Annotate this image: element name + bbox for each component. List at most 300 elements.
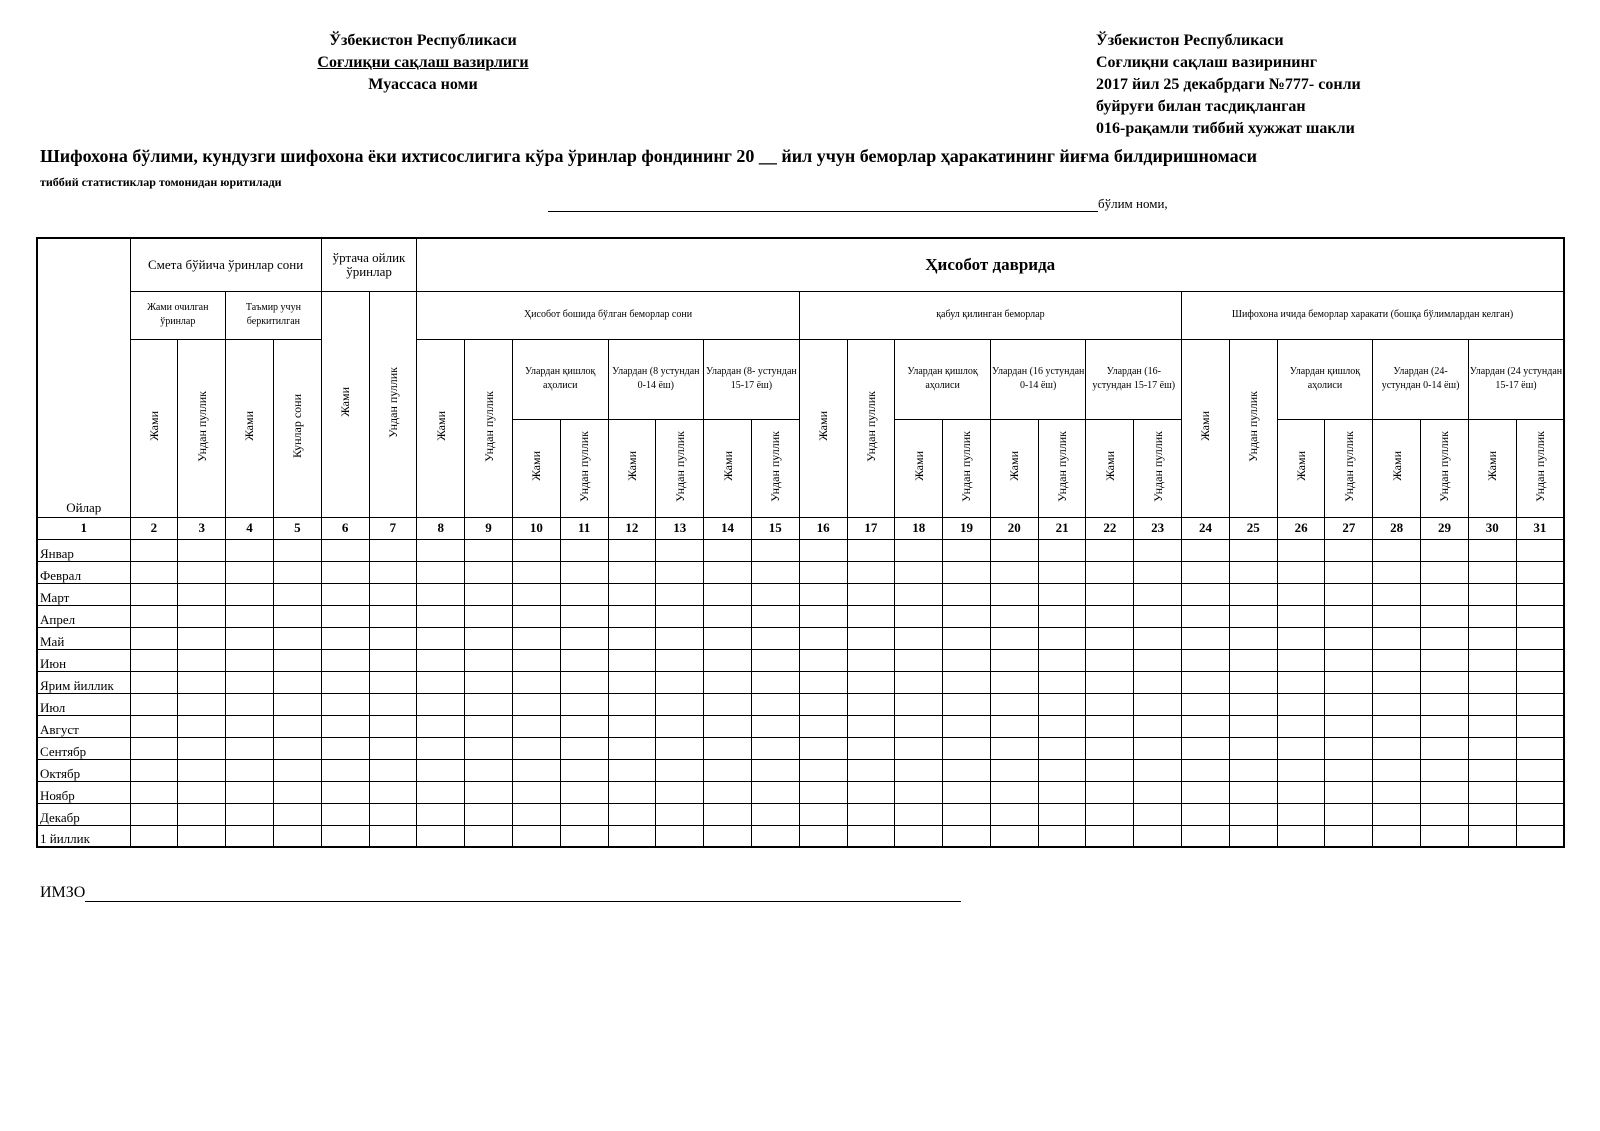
data-cell[interactable] bbox=[369, 825, 417, 847]
data-cell[interactable] bbox=[943, 825, 991, 847]
data-cell[interactable] bbox=[321, 539, 369, 561]
data-cell[interactable] bbox=[512, 825, 560, 847]
data-cell[interactable] bbox=[704, 825, 752, 847]
data-cell[interactable] bbox=[1325, 539, 1373, 561]
data-cell[interactable] bbox=[1038, 627, 1086, 649]
data-cell[interactable] bbox=[512, 737, 560, 759]
data-cell[interactable] bbox=[1325, 605, 1373, 627]
data-cell[interactable] bbox=[465, 605, 513, 627]
data-cell[interactable] bbox=[656, 781, 704, 803]
data-cell[interactable] bbox=[990, 803, 1038, 825]
data-cell[interactable] bbox=[990, 825, 1038, 847]
data-cell[interactable] bbox=[799, 759, 847, 781]
data-cell[interactable] bbox=[895, 605, 943, 627]
data-cell[interactable] bbox=[1229, 715, 1277, 737]
data-cell[interactable] bbox=[990, 561, 1038, 583]
data-cell[interactable] bbox=[656, 803, 704, 825]
data-cell[interactable] bbox=[178, 605, 226, 627]
data-cell[interactable] bbox=[1373, 671, 1421, 693]
data-cell[interactable] bbox=[226, 627, 274, 649]
data-cell[interactable] bbox=[1086, 649, 1134, 671]
data-cell[interactable] bbox=[369, 649, 417, 671]
data-cell[interactable] bbox=[1229, 561, 1277, 583]
data-cell[interactable] bbox=[1373, 649, 1421, 671]
data-cell[interactable] bbox=[799, 627, 847, 649]
data-cell[interactable] bbox=[1277, 605, 1325, 627]
data-cell[interactable] bbox=[943, 605, 991, 627]
data-cell[interactable] bbox=[226, 715, 274, 737]
data-cell[interactable] bbox=[130, 715, 178, 737]
data-cell[interactable] bbox=[1468, 583, 1516, 605]
data-cell[interactable] bbox=[847, 605, 895, 627]
data-cell[interactable] bbox=[1373, 737, 1421, 759]
data-cell[interactable] bbox=[1421, 737, 1469, 759]
data-cell[interactable] bbox=[1182, 759, 1230, 781]
data-cell[interactable] bbox=[847, 561, 895, 583]
data-cell[interactable] bbox=[226, 671, 274, 693]
data-cell[interactable] bbox=[1038, 715, 1086, 737]
data-cell[interactable] bbox=[1086, 605, 1134, 627]
data-cell[interactable] bbox=[560, 671, 608, 693]
data-cell[interactable] bbox=[512, 759, 560, 781]
data-cell[interactable] bbox=[704, 803, 752, 825]
data-cell[interactable] bbox=[1516, 649, 1564, 671]
data-cell[interactable] bbox=[369, 561, 417, 583]
data-cell[interactable] bbox=[1086, 781, 1134, 803]
data-cell[interactable] bbox=[704, 539, 752, 561]
data-cell[interactable] bbox=[1277, 759, 1325, 781]
department-name-blank[interactable] bbox=[548, 197, 1098, 212]
data-cell[interactable] bbox=[1038, 539, 1086, 561]
data-cell[interactable] bbox=[1038, 583, 1086, 605]
data-cell[interactable] bbox=[226, 781, 274, 803]
data-cell[interactable] bbox=[369, 605, 417, 627]
data-cell[interactable] bbox=[704, 605, 752, 627]
data-cell[interactable] bbox=[943, 737, 991, 759]
data-cell[interactable] bbox=[130, 759, 178, 781]
data-cell[interactable] bbox=[226, 803, 274, 825]
data-cell[interactable] bbox=[273, 605, 321, 627]
data-cell[interactable] bbox=[178, 693, 226, 715]
data-cell[interactable] bbox=[1182, 693, 1230, 715]
data-cell[interactable] bbox=[704, 583, 752, 605]
data-cell[interactable] bbox=[560, 561, 608, 583]
data-cell[interactable] bbox=[943, 627, 991, 649]
data-cell[interactable] bbox=[512, 561, 560, 583]
data-cell[interactable] bbox=[895, 649, 943, 671]
data-cell[interactable] bbox=[1038, 825, 1086, 847]
data-cell[interactable] bbox=[895, 693, 943, 715]
data-cell[interactable] bbox=[847, 583, 895, 605]
data-cell[interactable] bbox=[273, 539, 321, 561]
data-cell[interactable] bbox=[1421, 825, 1469, 847]
data-cell[interactable] bbox=[321, 825, 369, 847]
data-cell[interactable] bbox=[1421, 715, 1469, 737]
data-cell[interactable] bbox=[895, 715, 943, 737]
data-cell[interactable] bbox=[608, 781, 656, 803]
data-cell[interactable] bbox=[1421, 539, 1469, 561]
data-cell[interactable] bbox=[130, 605, 178, 627]
data-cell[interactable] bbox=[704, 649, 752, 671]
data-cell[interactable] bbox=[1373, 539, 1421, 561]
data-cell[interactable] bbox=[943, 561, 991, 583]
data-cell[interactable] bbox=[1277, 583, 1325, 605]
data-cell[interactable] bbox=[608, 759, 656, 781]
data-cell[interactable] bbox=[704, 759, 752, 781]
data-cell[interactable] bbox=[1086, 737, 1134, 759]
data-cell[interactable] bbox=[799, 737, 847, 759]
data-cell[interactable] bbox=[608, 605, 656, 627]
data-cell[interactable] bbox=[1421, 605, 1469, 627]
data-cell[interactable] bbox=[226, 759, 274, 781]
data-cell[interactable] bbox=[656, 561, 704, 583]
data-cell[interactable] bbox=[226, 561, 274, 583]
data-cell[interactable] bbox=[895, 539, 943, 561]
data-cell[interactable] bbox=[321, 803, 369, 825]
data-cell[interactable] bbox=[656, 737, 704, 759]
data-cell[interactable] bbox=[417, 759, 465, 781]
data-cell[interactable] bbox=[273, 759, 321, 781]
data-cell[interactable] bbox=[465, 671, 513, 693]
data-cell[interactable] bbox=[1468, 649, 1516, 671]
data-cell[interactable] bbox=[1229, 759, 1277, 781]
data-cell[interactable] bbox=[1086, 671, 1134, 693]
data-cell[interactable] bbox=[704, 627, 752, 649]
data-cell[interactable] bbox=[1277, 715, 1325, 737]
data-cell[interactable] bbox=[704, 671, 752, 693]
data-cell[interactable] bbox=[1325, 627, 1373, 649]
data-cell[interactable] bbox=[1468, 781, 1516, 803]
data-cell[interactable] bbox=[1325, 649, 1373, 671]
data-cell[interactable] bbox=[1134, 649, 1182, 671]
data-cell[interactable] bbox=[608, 583, 656, 605]
data-cell[interactable] bbox=[704, 693, 752, 715]
data-cell[interactable] bbox=[847, 715, 895, 737]
data-cell[interactable] bbox=[1134, 671, 1182, 693]
data-cell[interactable] bbox=[1086, 803, 1134, 825]
data-cell[interactable] bbox=[1516, 605, 1564, 627]
data-cell[interactable] bbox=[1468, 671, 1516, 693]
data-cell[interactable] bbox=[1182, 649, 1230, 671]
data-cell[interactable] bbox=[656, 605, 704, 627]
data-cell[interactable] bbox=[273, 715, 321, 737]
data-cell[interactable] bbox=[1086, 583, 1134, 605]
data-cell[interactable] bbox=[417, 803, 465, 825]
data-cell[interactable] bbox=[417, 583, 465, 605]
data-cell[interactable] bbox=[465, 627, 513, 649]
data-cell[interactable] bbox=[1277, 627, 1325, 649]
data-cell[interactable] bbox=[369, 715, 417, 737]
data-cell[interactable] bbox=[751, 649, 799, 671]
data-cell[interactable] bbox=[1421, 803, 1469, 825]
data-cell[interactable] bbox=[608, 693, 656, 715]
data-cell[interactable] bbox=[1229, 539, 1277, 561]
data-cell[interactable] bbox=[130, 583, 178, 605]
data-cell[interactable] bbox=[1134, 737, 1182, 759]
data-cell[interactable] bbox=[847, 539, 895, 561]
data-cell[interactable] bbox=[943, 649, 991, 671]
data-cell[interactable] bbox=[1468, 539, 1516, 561]
data-cell[interactable] bbox=[751, 781, 799, 803]
data-cell[interactable] bbox=[560, 803, 608, 825]
data-cell[interactable] bbox=[1516, 583, 1564, 605]
data-cell[interactable] bbox=[751, 737, 799, 759]
data-cell[interactable] bbox=[895, 737, 943, 759]
data-cell[interactable] bbox=[1516, 825, 1564, 847]
data-cell[interactable] bbox=[990, 715, 1038, 737]
data-cell[interactable] bbox=[990, 759, 1038, 781]
data-cell[interactable] bbox=[1325, 825, 1373, 847]
data-cell[interactable] bbox=[560, 693, 608, 715]
data-cell[interactable] bbox=[1182, 671, 1230, 693]
data-cell[interactable] bbox=[1229, 605, 1277, 627]
data-cell[interactable] bbox=[1086, 561, 1134, 583]
data-cell[interactable] bbox=[1325, 561, 1373, 583]
data-cell[interactable] bbox=[1182, 539, 1230, 561]
data-cell[interactable] bbox=[369, 803, 417, 825]
data-cell[interactable] bbox=[1373, 605, 1421, 627]
data-cell[interactable] bbox=[178, 539, 226, 561]
data-cell[interactable] bbox=[417, 781, 465, 803]
data-cell[interactable] bbox=[1373, 825, 1421, 847]
data-cell[interactable] bbox=[1277, 649, 1325, 671]
data-cell[interactable] bbox=[1421, 649, 1469, 671]
data-cell[interactable] bbox=[847, 737, 895, 759]
data-cell[interactable] bbox=[1468, 715, 1516, 737]
data-cell[interactable] bbox=[895, 781, 943, 803]
data-cell[interactable] bbox=[130, 693, 178, 715]
data-cell[interactable] bbox=[847, 781, 895, 803]
data-cell[interactable] bbox=[178, 715, 226, 737]
data-cell[interactable] bbox=[1038, 693, 1086, 715]
data-cell[interactable] bbox=[656, 759, 704, 781]
data-cell[interactable] bbox=[226, 539, 274, 561]
data-cell[interactable] bbox=[321, 561, 369, 583]
data-cell[interactable] bbox=[1134, 539, 1182, 561]
data-cell[interactable] bbox=[990, 671, 1038, 693]
data-cell[interactable] bbox=[1182, 605, 1230, 627]
data-cell[interactable] bbox=[417, 605, 465, 627]
data-cell[interactable] bbox=[1516, 627, 1564, 649]
data-cell[interactable] bbox=[1134, 825, 1182, 847]
data-cell[interactable] bbox=[1468, 627, 1516, 649]
data-cell[interactable] bbox=[1325, 715, 1373, 737]
data-cell[interactable] bbox=[1229, 671, 1277, 693]
data-cell[interactable] bbox=[1134, 759, 1182, 781]
data-cell[interactable] bbox=[1516, 781, 1564, 803]
data-cell[interactable] bbox=[1373, 627, 1421, 649]
data-cell[interactable] bbox=[512, 627, 560, 649]
data-cell[interactable] bbox=[130, 803, 178, 825]
data-cell[interactable] bbox=[799, 693, 847, 715]
data-cell[interactable] bbox=[751, 825, 799, 847]
data-cell[interactable] bbox=[1325, 583, 1373, 605]
data-cell[interactable] bbox=[1182, 627, 1230, 649]
data-cell[interactable] bbox=[1421, 561, 1469, 583]
data-cell[interactable] bbox=[1373, 693, 1421, 715]
data-cell[interactable] bbox=[178, 803, 226, 825]
data-cell[interactable] bbox=[178, 583, 226, 605]
data-cell[interactable] bbox=[751, 715, 799, 737]
data-cell[interactable] bbox=[1086, 759, 1134, 781]
data-cell[interactable] bbox=[1277, 737, 1325, 759]
data-cell[interactable] bbox=[1373, 803, 1421, 825]
data-cell[interactable] bbox=[608, 737, 656, 759]
data-cell[interactable] bbox=[990, 781, 1038, 803]
data-cell[interactable] bbox=[1134, 693, 1182, 715]
data-cell[interactable] bbox=[751, 539, 799, 561]
data-cell[interactable] bbox=[273, 649, 321, 671]
data-cell[interactable] bbox=[1182, 715, 1230, 737]
data-cell[interactable] bbox=[1229, 737, 1277, 759]
data-cell[interactable] bbox=[1277, 781, 1325, 803]
data-cell[interactable] bbox=[178, 671, 226, 693]
data-cell[interactable] bbox=[273, 825, 321, 847]
data-cell[interactable] bbox=[465, 737, 513, 759]
data-cell[interactable] bbox=[1229, 803, 1277, 825]
data-cell[interactable] bbox=[1086, 693, 1134, 715]
data-cell[interactable] bbox=[608, 715, 656, 737]
data-cell[interactable] bbox=[1182, 781, 1230, 803]
data-cell[interactable] bbox=[847, 627, 895, 649]
data-cell[interactable] bbox=[178, 649, 226, 671]
data-cell[interactable] bbox=[704, 781, 752, 803]
data-cell[interactable] bbox=[1134, 561, 1182, 583]
data-cell[interactable] bbox=[369, 737, 417, 759]
data-cell[interactable] bbox=[1325, 781, 1373, 803]
data-cell[interactable] bbox=[417, 737, 465, 759]
data-cell[interactable] bbox=[178, 825, 226, 847]
data-cell[interactable] bbox=[656, 539, 704, 561]
data-cell[interactable] bbox=[1182, 561, 1230, 583]
data-cell[interactable] bbox=[847, 825, 895, 847]
data-cell[interactable] bbox=[895, 825, 943, 847]
data-cell[interactable] bbox=[321, 671, 369, 693]
data-cell[interactable] bbox=[465, 759, 513, 781]
data-cell[interactable] bbox=[943, 583, 991, 605]
data-cell[interactable] bbox=[943, 693, 991, 715]
data-cell[interactable] bbox=[321, 605, 369, 627]
data-cell[interactable] bbox=[1277, 561, 1325, 583]
data-cell[interactable] bbox=[799, 803, 847, 825]
data-cell[interactable] bbox=[178, 737, 226, 759]
data-cell[interactable] bbox=[1038, 737, 1086, 759]
data-cell[interactable] bbox=[1325, 671, 1373, 693]
data-cell[interactable] bbox=[990, 649, 1038, 671]
data-cell[interactable] bbox=[512, 671, 560, 693]
data-cell[interactable] bbox=[943, 715, 991, 737]
data-cell[interactable] bbox=[1325, 759, 1373, 781]
data-cell[interactable] bbox=[273, 583, 321, 605]
data-cell[interactable] bbox=[512, 649, 560, 671]
data-cell[interactable] bbox=[1468, 803, 1516, 825]
data-cell[interactable] bbox=[130, 671, 178, 693]
data-cell[interactable] bbox=[704, 737, 752, 759]
data-cell[interactable] bbox=[1182, 737, 1230, 759]
data-cell[interactable] bbox=[417, 693, 465, 715]
data-cell[interactable] bbox=[465, 715, 513, 737]
data-cell[interactable] bbox=[847, 693, 895, 715]
data-cell[interactable] bbox=[799, 671, 847, 693]
data-cell[interactable] bbox=[1229, 781, 1277, 803]
data-cell[interactable] bbox=[178, 759, 226, 781]
data-cell[interactable] bbox=[465, 803, 513, 825]
data-cell[interactable] bbox=[130, 539, 178, 561]
data-cell[interactable] bbox=[895, 583, 943, 605]
data-cell[interactable] bbox=[656, 583, 704, 605]
data-cell[interactable] bbox=[608, 649, 656, 671]
data-cell[interactable] bbox=[847, 759, 895, 781]
data-cell[interactable] bbox=[1516, 759, 1564, 781]
data-cell[interactable] bbox=[369, 671, 417, 693]
data-cell[interactable] bbox=[799, 561, 847, 583]
data-cell[interactable] bbox=[751, 693, 799, 715]
data-cell[interactable] bbox=[465, 539, 513, 561]
data-cell[interactable] bbox=[751, 583, 799, 605]
data-cell[interactable] bbox=[512, 605, 560, 627]
data-cell[interactable] bbox=[1229, 583, 1277, 605]
data-cell[interactable] bbox=[799, 539, 847, 561]
data-cell[interactable] bbox=[799, 715, 847, 737]
data-cell[interactable] bbox=[1373, 715, 1421, 737]
data-cell[interactable] bbox=[990, 737, 1038, 759]
data-cell[interactable] bbox=[799, 605, 847, 627]
data-cell[interactable] bbox=[895, 759, 943, 781]
data-cell[interactable] bbox=[321, 737, 369, 759]
data-cell[interactable] bbox=[943, 781, 991, 803]
data-cell[interactable] bbox=[512, 693, 560, 715]
data-cell[interactable] bbox=[178, 627, 226, 649]
data-cell[interactable] bbox=[321, 781, 369, 803]
data-cell[interactable] bbox=[130, 627, 178, 649]
data-cell[interactable] bbox=[704, 561, 752, 583]
data-cell[interactable] bbox=[895, 627, 943, 649]
data-cell[interactable] bbox=[560, 781, 608, 803]
data-cell[interactable] bbox=[1086, 715, 1134, 737]
data-cell[interactable] bbox=[369, 583, 417, 605]
data-cell[interactable] bbox=[1325, 803, 1373, 825]
data-cell[interactable] bbox=[608, 825, 656, 847]
data-cell[interactable] bbox=[751, 627, 799, 649]
data-cell[interactable] bbox=[847, 649, 895, 671]
data-cell[interactable] bbox=[417, 671, 465, 693]
data-cell[interactable] bbox=[943, 803, 991, 825]
data-cell[interactable] bbox=[656, 715, 704, 737]
data-cell[interactable] bbox=[273, 781, 321, 803]
data-cell[interactable] bbox=[1229, 627, 1277, 649]
data-cell[interactable] bbox=[1038, 781, 1086, 803]
data-cell[interactable] bbox=[1421, 781, 1469, 803]
data-cell[interactable] bbox=[1086, 627, 1134, 649]
data-cell[interactable] bbox=[273, 803, 321, 825]
data-cell[interactable] bbox=[608, 627, 656, 649]
data-cell[interactable] bbox=[465, 649, 513, 671]
data-cell[interactable] bbox=[1277, 803, 1325, 825]
data-cell[interactable] bbox=[1373, 561, 1421, 583]
data-cell[interactable] bbox=[417, 715, 465, 737]
data-cell[interactable] bbox=[608, 803, 656, 825]
data-cell[interactable] bbox=[799, 781, 847, 803]
data-cell[interactable] bbox=[1421, 693, 1469, 715]
data-cell[interactable] bbox=[1277, 693, 1325, 715]
data-cell[interactable] bbox=[751, 759, 799, 781]
data-cell[interactable] bbox=[1468, 825, 1516, 847]
data-cell[interactable] bbox=[1516, 671, 1564, 693]
data-cell[interactable] bbox=[608, 539, 656, 561]
data-cell[interactable] bbox=[512, 781, 560, 803]
data-cell[interactable] bbox=[990, 583, 1038, 605]
data-cell[interactable] bbox=[847, 671, 895, 693]
